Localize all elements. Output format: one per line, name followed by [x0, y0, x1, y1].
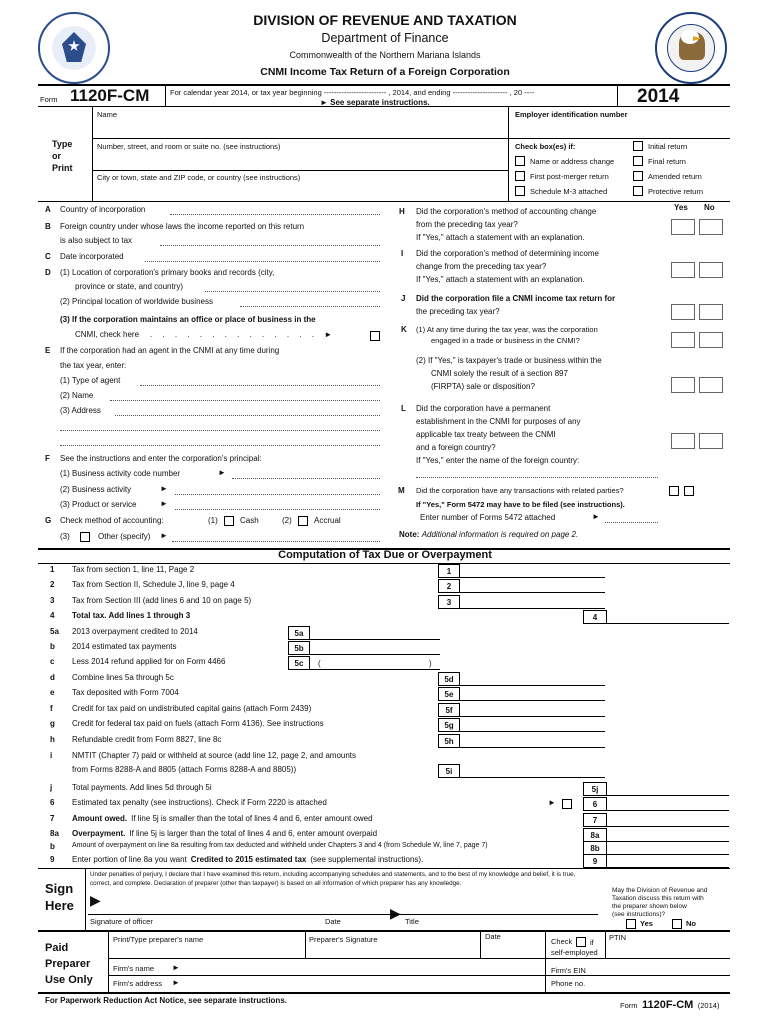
firm-name-label: Firm's name — [113, 964, 155, 973]
m-yes-checkbox[interactable] — [669, 486, 679, 496]
discuss-yes-label: Yes — [640, 919, 653, 928]
arrow-icon: ► — [160, 531, 168, 540]
sign-date-label: Date — [325, 917, 341, 926]
l-yes-box[interactable] — [671, 433, 695, 449]
h-yes-box[interactable] — [671, 219, 695, 235]
name-change-checkbox[interactable] — [515, 156, 525, 166]
footer-form-number: Form 1120F-CM (2014) — [620, 999, 720, 1011]
post-merger-label: First post-merger return — [530, 172, 609, 181]
line-text: Amount of overpayment on line 8a resulting from tax deducted and withheld under Chapters 3 and 4 (from Schedule W, line 7, page 7) — [72, 842, 488, 849]
m-line2: If "Yes," Form 5472 may have to be filed (see instructions). — [416, 500, 625, 509]
line-7-amount-input[interactable] — [607, 813, 729, 827]
k1-yes-box[interactable] — [671, 332, 695, 348]
final-return-checkbox[interactable] — [633, 156, 643, 166]
j-yes-box[interactable] — [671, 304, 695, 320]
sign-title-label: Title — [405, 917, 419, 926]
line-8b-label-box: 8b — [583, 841, 607, 855]
cnmi-office-label: (3) If the corporation maintains an office or place of business in the — [60, 315, 316, 324]
discuss-yes-checkbox[interactable] — [626, 919, 636, 929]
line-number: 7 — [50, 814, 55, 823]
line-number: 6 — [50, 798, 55, 807]
line-number: b — [50, 642, 55, 651]
item-f-letter: F — [45, 454, 50, 463]
line-5c-paren-close: ) — [429, 659, 432, 668]
line-5c-label-box: 5c — [288, 656, 310, 670]
m-no-checkbox[interactable] — [684, 486, 694, 496]
l-line5: If "Yes," enter the name of the foreign country: — [416, 456, 580, 465]
sign-arrow-icon: ▶ — [90, 892, 101, 908]
line-2-label-box: 2 — [438, 579, 460, 593]
l-line3: applicable tax treaty between the CNMI — [416, 430, 556, 439]
line-text: Credit for tax paid on undistributed capital gains (attach Form 2439) — [72, 704, 312, 713]
business-activity-label: (2) Business activity — [60, 485, 132, 494]
line-number: f — [50, 704, 53, 713]
line-text: 2013 overpayment credited to 2014 — [72, 627, 198, 636]
note: Note: Additional information is required on page 2. — [399, 530, 579, 539]
line-5c-amount-input[interactable] — [310, 656, 440, 670]
ein-label: Employer identification number — [515, 110, 628, 119]
k2-line1: (2) If "Yes," is taxpayer's trade or business within the — [416, 356, 602, 365]
line-4-label-box: 4 — [583, 610, 607, 624]
line-text: Enter portion of line 8a you want Credited to 2015 estimated tax (see supplemental instructions). — [72, 855, 424, 864]
line-5h-label-box: 5h — [438, 734, 460, 748]
ptin-label: PTIN — [609, 933, 627, 942]
line-number: i — [50, 751, 53, 760]
schedule-m3-checkbox[interactable] — [515, 186, 525, 196]
arrow-icon: ► — [160, 499, 168, 508]
accrual-number: (2) — [282, 516, 292, 525]
line-number: e — [50, 688, 55, 697]
item-k-letter: K — [401, 325, 407, 334]
name-change-label: Name or address change — [530, 157, 615, 166]
paperwork-notice: For Paperwork Reduction Act Notice, see separate instructions. — [45, 996, 287, 1005]
amended-return-checkbox[interactable] — [633, 171, 643, 181]
country-incorporation-label: Country of incorporation — [60, 205, 146, 214]
line-number: 5a — [50, 627, 59, 636]
amended-return-label: Amended return — [648, 172, 702, 181]
self-employed-check: Check — [551, 937, 573, 946]
line-number: 1 — [50, 565, 55, 574]
books-location-label: (1) Location of corporation's primary books and records (city, — [60, 268, 275, 277]
i-no-box[interactable] — [699, 262, 723, 278]
activity-code-label: (1) Business activity code number — [60, 469, 181, 478]
firm-ein-label: Firm's EIN — [551, 966, 586, 975]
line-text: Tax from Section III (add lines 6 and 10 on page 5) — [72, 596, 252, 605]
date-incorporated-label: Date incorporated — [60, 252, 124, 261]
line-number: g — [50, 719, 55, 728]
type-or-print: Type or Print — [52, 139, 73, 173]
item-j-letter: J — [401, 294, 406, 303]
self-employed-label: self-employed — [551, 948, 598, 957]
line-number: d — [50, 673, 55, 682]
line-text: NMTIT (Chapter 7) paid or withheld at source (add line 12, page 2, and amounts — [72, 751, 357, 760]
perjury-statement: Under penalties of perjury, I declare that I have examined this return, including accompanying schedules and statements, and to the best of my knowledge and belief, it is true, correct, and complete. Declaration of preparer (other than taxpayer) is based on all information of which preparer has any knowledge. — [90, 871, 576, 887]
department-name: Department of Finance — [321, 31, 449, 45]
other-method-label: Other (specify) — [98, 532, 151, 541]
form-number: 1120F-CM — [70, 86, 150, 105]
line-2-amount-input[interactable] — [460, 579, 605, 593]
line-7-label-box: 7 — [583, 813, 607, 827]
cash-label: Cash — [240, 516, 259, 525]
line-text: Estimated tax penalty (see instructions). Check if Form 2220 is attached — [72, 798, 327, 807]
accounting-method-label: Check method of accounting: — [60, 516, 164, 525]
cash-number: (1) — [208, 516, 218, 525]
line-text: Total tax. Add lines 1 through 3 — [72, 611, 191, 620]
item-e-letter: E — [45, 346, 51, 355]
line-5d-amount-input[interactable] — [460, 672, 605, 686]
principal-label: See the instructions and enter the corporation's principal: — [60, 454, 262, 463]
no-header: No — [704, 203, 715, 212]
post-merger-checkbox[interactable] — [515, 171, 525, 181]
item-c-letter: C — [45, 252, 51, 261]
preparer-date-label: Date — [485, 932, 501, 941]
l-line2: establishment in the CNMI for purposes of any — [416, 417, 581, 426]
line-text: Combine lines 5a through 5c — [72, 673, 174, 682]
preparer-name-label: Print/Type preparer's name — [113, 935, 204, 944]
line-9-amount-input[interactable] — [607, 854, 729, 868]
commonwealth-name: Commonwealth of the Northern Mariana Islands — [289, 50, 481, 60]
sign-here: Sign Here — [45, 881, 74, 913]
initial-return-label: Initial return — [648, 142, 688, 151]
m-line1: Did the corporation have any transactions with related parties? — [416, 486, 624, 495]
line-text-2: from Forms 8288-A and 8805 (attach Forms 8288-A and 8805)) — [72, 765, 297, 774]
line-5i-amount-input[interactable] — [460, 764, 605, 778]
line-5j-label-box: 5j — [583, 782, 607, 796]
line-text: Overpayment. If line 5j is larger than the total of lines 4 and 6, enter amount overpaid — [72, 829, 378, 838]
k1-no-box[interactable] — [699, 332, 723, 348]
division-title: DIVISION OF REVENUE AND TAXATION — [253, 12, 517, 28]
line-number: 2 — [50, 580, 55, 589]
line-5b-label-box: 5b — [288, 641, 310, 655]
line-text: Tax deposited with Form 7004 — [72, 688, 179, 697]
accrual-label: Accrual — [314, 516, 341, 525]
foreign-country-label-2: is also subject to tax — [60, 236, 133, 245]
officer-signature-label: Signature of officer — [90, 917, 153, 926]
line-8b-amount-input[interactable] — [607, 841, 729, 855]
paid-preparer-use-only: Paid Preparer Use Only — [45, 942, 93, 986]
firm-address-label: Firm's address — [113, 979, 162, 988]
arrow-icon: ► — [172, 978, 180, 987]
line-number: b — [50, 842, 55, 851]
k1-line1: (1) At any time during the tax year, was the corporation — [416, 325, 598, 334]
other-method-checkbox[interactable] — [80, 532, 90, 542]
final-return-label: Final return — [648, 157, 686, 166]
l-no-box[interactable] — [699, 433, 723, 449]
line-number: h — [50, 735, 55, 744]
arrow-icon: ► — [172, 963, 180, 972]
dots: . . . . . . . . . . . . . . ► — [150, 330, 337, 339]
line-5g-amount-input[interactable] — [460, 718, 605, 732]
initial-return-checkbox[interactable] — [633, 141, 643, 151]
line-text: 2014 estimated tax payments — [72, 642, 177, 651]
line-number: j — [50, 783, 53, 792]
tax-year: 2014 — [637, 86, 680, 107]
line-number: 8a — [50, 829, 59, 838]
name-label: Name — [97, 110, 118, 119]
city-label: City or town, state and ZIP code, or country (see instructions) — [97, 173, 301, 182]
h-line1: Did the corporation's method of accounting change — [416, 207, 597, 216]
item-h-letter: H — [399, 207, 405, 216]
foreign-country-label: Foreign country under whose laws the income reported on this return — [60, 222, 305, 231]
line-3-amount-input[interactable] — [460, 595, 605, 609]
check-boxes-label: Check box(es) if: — [515, 142, 576, 151]
line-number: 4 — [50, 611, 55, 620]
line-number: 9 — [50, 855, 55, 864]
item-a-letter: A — [45, 205, 51, 214]
form-title: CNMI Income Tax Return of a Foreign Corporation — [260, 66, 510, 78]
line-text: Less 2014 refund applied for on Form 4466 — [72, 657, 226, 666]
title-arrow-icon: ▶ — [390, 905, 401, 921]
line-5j-amount-input[interactable] — [607, 782, 729, 796]
line-6-amount-input[interactable] — [607, 797, 729, 811]
calendar-year-text: For calendar year 2014, or tax year beginning ------------------------- , 2014, and ending ---------------------- , 20 ---- — [170, 88, 535, 97]
line-text: Total payments. Add lines 5d through 5i — [72, 783, 212, 792]
line-5f-amount-input[interactable] — [460, 703, 605, 717]
agent-address-label: (3) Address — [60, 406, 101, 415]
k2-line2: CNMI solely the result of a section 897 — [431, 369, 568, 378]
arrow-icon: ► — [592, 512, 600, 521]
item-i-letter: I — [401, 249, 404, 258]
line-5g-label-box: 5g — [438, 718, 460, 732]
j-no-box[interactable] — [699, 304, 723, 320]
arrow-icon: ► — [218, 468, 226, 477]
h-no-box[interactable] — [699, 219, 723, 235]
accrual-checkbox[interactable] — [298, 516, 308, 526]
preparer-signature-label: Preparer's Signature — [309, 935, 378, 944]
computation-title: Computation of Tax Due or Overpayment — [278, 549, 492, 561]
line-8a-amount-input[interactable] — [607, 828, 729, 842]
line-1-label-box: 1 — [438, 564, 460, 578]
k1-line2: engaged in a trade or business in the CNMI? — [431, 336, 580, 345]
yes-header: Yes — [674, 203, 688, 212]
line-4-amount-input[interactable] — [607, 610, 729, 624]
self-employed-if: if — [590, 938, 594, 947]
k2-line3: (FIRPTA) sale or disposition? — [431, 382, 535, 391]
i-line1: Did the corporation's method of determining income — [416, 249, 599, 258]
line-5a-label-box: 5a — [288, 626, 310, 640]
i-line3: If "Yes," attach a statement with an explanation. — [416, 275, 585, 284]
discuss-question: May the Division of Revenue and Taxation discuss this return with the preparer shown below (see instructions)? — [612, 887, 708, 918]
line-5b-amount-input[interactable] — [310, 641, 440, 655]
line-text: Tax from section 1, line 11, Page 2 — [72, 565, 195, 574]
agent-name-label: (2) Name — [60, 391, 94, 400]
line-9-label-box: 9 — [583, 854, 607, 868]
cash-checkbox[interactable] — [224, 516, 234, 526]
books-location-label-2: province or state, and country) — [75, 282, 184, 291]
line-5a-amount-input[interactable] — [310, 626, 440, 640]
street-label: Number, street, and room or suite no. (see instructions) — [97, 142, 281, 151]
line-5h-amount-input[interactable] — [460, 734, 605, 748]
item-d-letter: D — [45, 268, 51, 277]
item-l-letter: L — [401, 404, 406, 413]
k2-yes-box[interactable] — [671, 377, 695, 393]
form-label: Form — [40, 95, 58, 104]
agent-type-label: (1) Type of agent — [60, 376, 121, 385]
line-text: Tax from Section II, Schedule J, line 9, page 4 — [72, 580, 235, 589]
line-5d-label-box: 5d — [438, 672, 460, 686]
agent-label-2: the tax year, enter: — [60, 361, 127, 370]
line-text: Amount owed. If line 5j is smaller than the total of lines 4 and 6, enter amount owed — [72, 814, 373, 823]
cnmi-check-here-label: CNMI, check here — [75, 330, 140, 339]
other-number: (3) — [60, 532, 70, 541]
item-m-letter: M — [398, 486, 405, 495]
schedule-m3-label: Schedule M-3 attached — [530, 187, 608, 196]
line-5e-amount-input[interactable] — [460, 687, 605, 701]
protective-return-label: Protective return — [648, 187, 704, 196]
product-service-label: (3) Product or service — [60, 500, 137, 509]
h-line2: from the preceding tax year? — [416, 220, 518, 229]
item-b-letter: B — [45, 222, 51, 231]
item-g-letter: G — [45, 516, 52, 525]
discuss-no-checkbox[interactable] — [672, 919, 682, 929]
line-3-label-box: 3 — [438, 595, 460, 609]
arrow-icon: ► — [548, 798, 556, 807]
line-5c-paren-open: ( — [318, 659, 321, 668]
line-5e-label-box: 5e — [438, 687, 460, 701]
l-line4: and a foreign country? — [416, 443, 496, 452]
agent-label: If the corporation had an agent in the CNMI at any time during — [60, 346, 280, 355]
discuss-no-label: No — [686, 919, 696, 928]
j-line1: Did the corporation file a CNMI income tax return for — [416, 294, 616, 303]
cnmi-office-checkbox[interactable] — [370, 331, 380, 341]
m-line3: Enter number of Forms 5472 attached — [420, 513, 556, 522]
line-text: Credit for federal tax paid on fuels (attach Form 4136). See instructions — [72, 719, 324, 728]
self-employed-checkbox[interactable] — [576, 937, 586, 947]
protective-return-checkbox[interactable] — [633, 186, 643, 196]
h-line3: If "Yes," attach a statement with an explanation. — [416, 233, 585, 242]
line-number: c — [50, 657, 55, 666]
line-6-label-box: 6 — [583, 797, 607, 811]
line-text: Refundable credit from Form 8827, line 8c — [72, 735, 222, 744]
l-line1: Did the corporation have a permanent — [416, 404, 551, 413]
line-5i-label-box: 5i — [438, 764, 460, 778]
worldwide-business-label: (2) Principal location of worldwide business — [60, 297, 213, 306]
line-number: 3 — [50, 596, 55, 605]
line-1-amount-input[interactable] — [460, 564, 605, 578]
j-line2: the preceding tax year? — [416, 307, 500, 316]
k2-no-box[interactable] — [699, 377, 723, 393]
i-yes-box[interactable] — [671, 262, 695, 278]
form-2220-checkbox[interactable] — [562, 799, 572, 809]
i-line2: change from the preceding tax year? — [416, 262, 547, 271]
line-8a-label-box: 8a — [583, 828, 607, 842]
arrow-icon: ► — [160, 484, 168, 493]
see-instructions: ► See separate instructions. — [320, 98, 430, 107]
phone-label: Phone no. — [551, 979, 586, 988]
line-5f-label-box: 5f — [438, 703, 460, 717]
